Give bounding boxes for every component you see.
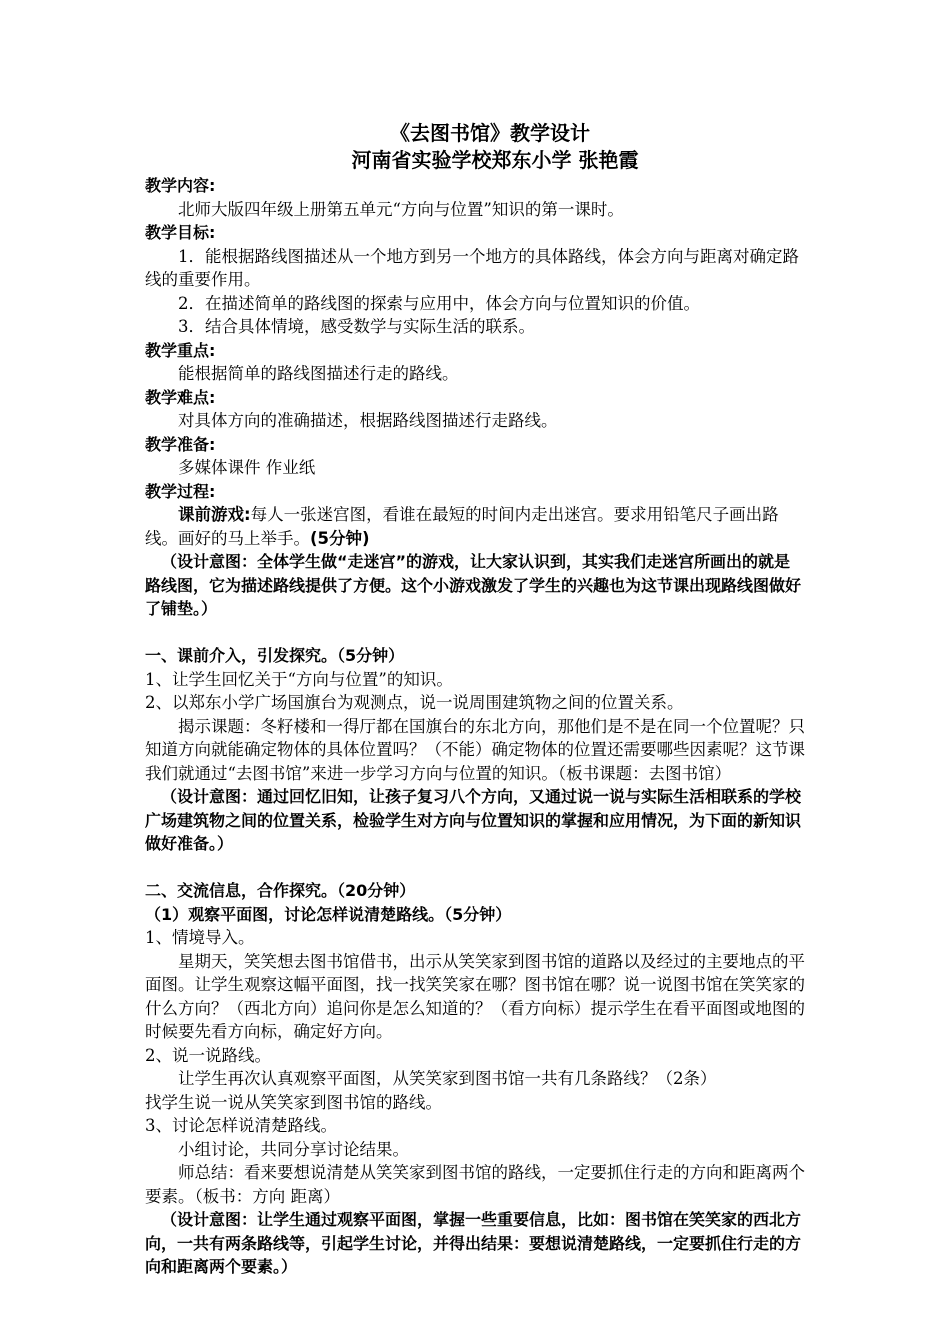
pre-class-game [145,503,805,550]
game-text: 每人一张迷宫图，看谁在最短的时间内走出迷宫。要求用铅笔尺子画出路线。画好的马上举手。 [145,505,779,548]
heading-process: 教学过程: [145,481,216,501]
goal-3: 3．结合具体情境，感受数学与实际生活的联系。 [178,317,535,336]
heading-preparation: 教学准备: [145,434,216,454]
part1-reveal-topic: 揭示课题：冬籽楼和一得厅都在国旗台的东北方向，那他们是不是在同一个位置呢？只知道方向就能确定物体的具体位置吗？（不能）确定物体的位置还需要哪些因素呢？这节课我们就通过“去图书馆”来进一步学习方向与位置的知识。（板书课题：去图书馆） [145,716,805,783]
heading-key-point: 教学重点: [145,340,216,360]
goal-1: 1．能根据路线图描述从一个地方到另一个地方的具体路线，体会方向与距离对确定路线的重要作用。 [145,246,799,289]
heading-difficulty: 教学难点: [145,387,216,407]
heading-goals: 教学目标: [145,223,216,242]
document-body [145,120,805,1279]
design-intent-1: （设计意图：全体学生做“走迷宫”的游戏，让大家认识到，其实我们走迷宫所画出的就是路线图，它为描述路线提供了方便。这个小游戏激发了学生的兴趣也为这节课出现路线图做好了铺垫。） [145,552,802,618]
part2-item-2: 2、说一说路线。 [145,1045,271,1065]
preparation-text: 多媒体课件 作业纸 [178,458,316,477]
spacer [145,856,805,880]
part2-item-1-text: 星期天，笑笑想去图书馆借书，出示从笑笑家到图书馆的道路以及经过的主要地点的平面图。让学生观察这幅平面图，找一找笑笑家在哪？图书馆在哪？说一说图书馆在笑笑家的什么方向？（西北方向）追问你是怎么知道的？（看方向标）提示学生在看平面图或地图的时候要先看方向标，确定好方向。 [145,951,805,1041]
design-intent-3: （设计意图：让学生通过观察平面图，掌握一些重要信息，比如：图书馆在笑笑家的西北方向，一共有两条路线等，引起学生讨论，并得出结果：要想说清楚路线，一定要抓住行走的方向和距离两个要素。） [145,1210,802,1276]
part2-item-3-text-1: 小组讨论，共同分享讨论结果。 [178,1139,409,1159]
document-author: 河南省实验学校郑东小学 张艳霞 [351,148,639,172]
part2-heading: 二、交流信息，合作探究。（20分钟） [145,881,416,900]
content-text: 北师大版四年级上册第五单元“方向与位置”知识的第一课时。 [178,199,624,219]
heading-content: 教学内容: [145,176,216,195]
part1-item-1: 1、让学生回忆关于“方向与位置”的知识。 [145,669,453,689]
part2-subheading: （1）观察平面图，讨论怎样说清楚路线。（5分钟） [145,904,512,924]
part1-heading: 一、课前介入，引发探究。（5分钟） [145,646,405,665]
difficulty-text: 对具体方向的准确描述，根据路线图描述行走路线。 [178,411,558,430]
game-label: 课前游戏: [178,505,251,524]
document-title: 《去图书馆》教学设计 [390,121,590,145]
goal-2: 2．在描述简单的路线图的探索与应用中，体会方向与位置知识的价值。 [178,293,700,313]
part1-item-2: 2、以郑东小学广场国旗台为观测点，说一说周围建筑物之间的位置关系。 [145,693,684,712]
part2-item-2-text-2: 找学生说一说从笑笑家到图书馆的路线。 [145,1092,442,1112]
part2-item-1: 1、情境导入。 [145,928,255,947]
spacer [145,621,805,645]
part2-item-3-text-2: 师总结：看来要想说清楚从笑笑家到图书馆的路线，一定要抓住行走的方向和距离两个要素。（板书：方向 距离） [145,1163,805,1206]
part2-item-3: 3、讨论怎样说清楚路线。 [145,1116,337,1135]
game-time: (5分钟) [310,528,370,548]
part2-item-2-text-1: 让学生再次认真观察平面图，从笑笑家到图书馆一共有几条路线？（2条） [178,1069,717,1088]
key-point-text: 能根据简单的路线图描述行走的路线。 [178,364,459,383]
design-intent-2: （设计意图：通过回忆旧知，让孩子复习八个方向，又通过说一说与实际生活相联系的学校广场建筑物之间的位置关系，检验学生对方向与位置知识的掌握和应用情况，为下面的新知识做好准备。） [145,787,802,853]
